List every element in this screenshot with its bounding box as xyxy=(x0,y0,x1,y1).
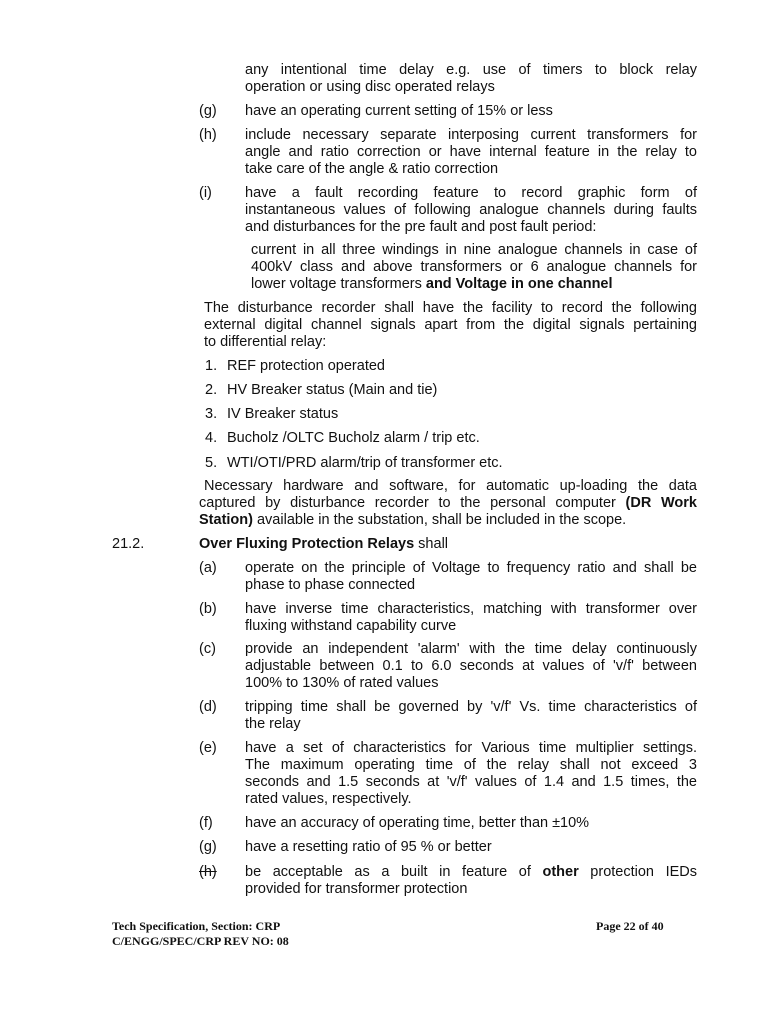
section-number: 21.2. xyxy=(112,536,145,552)
page-number: Page 22 of 40 xyxy=(596,919,664,933)
section-heading: Over Fluxing Protection Relays shall xyxy=(199,536,449,552)
item-label-b: (b) xyxy=(199,601,217,617)
list-number: 2. xyxy=(205,382,218,398)
item-text-c: provide an independent 'alarm' with the time delay continuously adjustable between 0.1 to 6.0 seconds at values of 'v/f' between 100% to 130% of rated values xyxy=(245,641,697,691)
item-label-h2: (h) xyxy=(199,864,217,880)
item-text-f: have an accuracy of operating time, better than ±10% xyxy=(245,815,590,831)
item-label-c: (c) xyxy=(199,641,216,657)
item-label-g: (g) xyxy=(199,103,217,119)
item-text-i: have a fault recording feature to record graphic form of instantaneous values of following analogue channels during faults and disturbances for the pre fault and post fault period: xyxy=(245,185,697,235)
item-label-h: (h) xyxy=(199,127,217,143)
list-item: Bucholz /OLTC Bucholz alarm / trip etc. xyxy=(227,430,480,446)
list-item: WTI/OTI/PRD alarm/trip of transformer etc. xyxy=(227,455,503,471)
intro-line: operation or using disc operated relays xyxy=(245,79,495,95)
list-number: 1. xyxy=(205,358,218,374)
item-label-e: (e) xyxy=(199,740,217,756)
intro-paragraph xyxy=(245,62,697,96)
item-label-i: (i) xyxy=(199,185,212,201)
footer-doc-ref: C/ENGG/SPEC/CRP REV NO: 08 xyxy=(112,934,289,948)
struck-item-text: be acceptable as a built in feature of other protection IEDs provided for transformer protection xyxy=(245,864,697,897)
item-label-a: (a) xyxy=(199,560,217,576)
disturbance-recorder-paragraph: The disturbance recorder shall have the facility to record the following external digital channel signals apart from the digital signals pertaining to differential relay: xyxy=(204,300,697,350)
intro-line: any intentional time delay e.g. use of timers to block relay xyxy=(245,62,697,78)
item-text-h: include necessary separate interposing current transformers for angle and ratio correction or have internal feature in the relay to take care of the angle & ratio correction xyxy=(245,127,697,177)
item-text-b: have inverse time characteristics, matching with transformer over fluxing withstand capability curve xyxy=(245,601,697,634)
section-title: Over Fluxing Protection Relays xyxy=(199,536,415,552)
item-text-e: have a set of characteristics for Various time multiplier settings. The maximum operating time of the relay shall not exceed 3 seconds and 1.5 seconds at 'v/f' values of 1.4 and 1.5 times, the rated values, respectively. xyxy=(245,740,697,807)
footer-section: Tech Specification, Section: CRP xyxy=(112,919,281,933)
item-label-f: (f) xyxy=(199,815,213,831)
item-label-g2: (g) xyxy=(199,839,217,855)
current-channels-paragraph: current in all three windings in nine analogue channels in case of 400kV class and above transformers or 6 analogue channels for lower voltage transformers and Voltage in one channel xyxy=(251,242,697,292)
item-label-d: (d) xyxy=(199,699,217,715)
list-item: IV Breaker status xyxy=(227,406,339,422)
item-text-g: have an operating current setting of 15% or less xyxy=(245,103,553,119)
list-item: HV Breaker status (Main and tie) xyxy=(227,382,438,398)
item-text-d: tripping time shall be governed by 'v/f' Vs. time characteristics of the relay xyxy=(245,699,697,732)
list-number: 3. xyxy=(205,406,218,422)
item-text-g2: have a resetting ratio of 95 % or better xyxy=(245,839,492,855)
list-number: 4. xyxy=(205,430,218,446)
list-item: REF protection operated xyxy=(227,358,385,374)
list-number: 5. xyxy=(205,455,218,471)
hardware-software-paragraph: Necessary hardware and software, for automatic up-loading the data captured by disturbance recorder to the personal computer (DR Work Station) available in the substation, shall be included in the scope. xyxy=(199,478,697,528)
item-text-a: operate on the principle of Voltage to frequency ratio and shall be phase to phase connected xyxy=(245,560,697,593)
